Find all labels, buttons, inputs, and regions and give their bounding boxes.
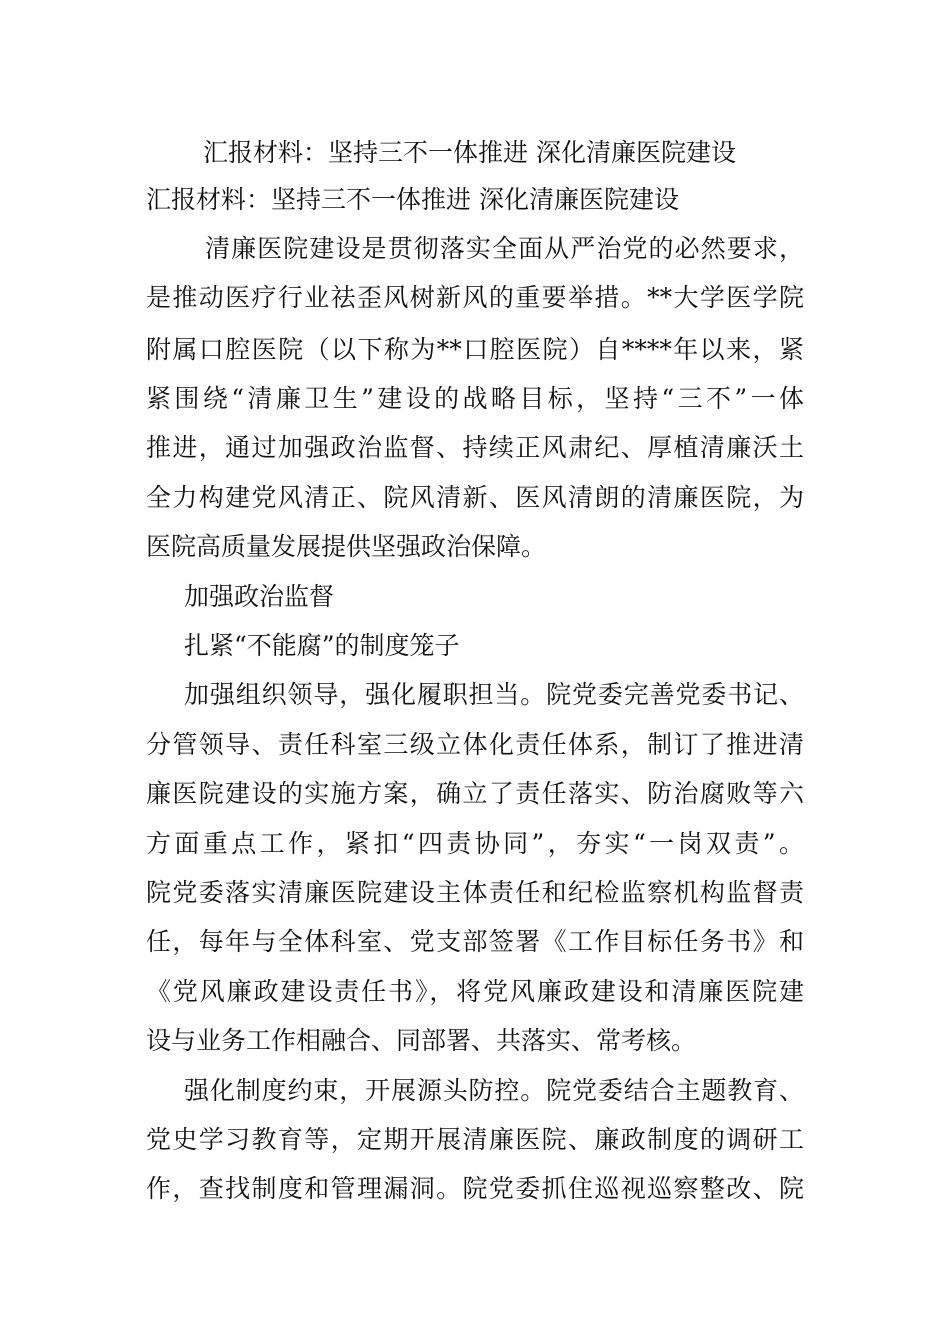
paragraph-line: 强化制度约束，开展源头防控。院党委结合主题教育、 — [184, 1076, 804, 1105]
paragraph-line: 《党风廉政建设责任书》，将党风廉政建设和清廉医院建 — [146, 977, 804, 1006]
paragraph-line: 党史学习教育等，定期开展清廉医院、廉政制度的调研工 — [146, 1125, 804, 1154]
paragraph-line: 任，每年与全体科室、党支部签署《工作目标任务书》和 — [146, 927, 804, 956]
paragraph-line: 清廉医院建设是贯彻落实全面从严治党的必然要求， — [205, 234, 804, 263]
paragraph-line: 是推动医疗行业祛歪风树新风的重要举措。**大学医学院 — [146, 283, 804, 312]
paragraph-line: 加强组织领导，强化履职担当。院党委完善党委书记、 — [184, 680, 804, 709]
section-heading: 加强政治监督 — [184, 582, 335, 611]
paragraph-line: 方面重点工作，紧扣“四责协同”，夯实“一岗双责”。 — [146, 829, 804, 858]
document-title-repeat: 汇报材料：坚持三不一体推进 深化清廉医院建设 — [146, 185, 679, 214]
paragraph-line: 设与业务工作相融合、同部署、共落实、常考核。 — [146, 1026, 697, 1055]
paragraph-line: 全力构建党风清正、院风清新、医风清朗的清廉医院，为 — [146, 483, 804, 512]
paragraph-line: 作，查找制度和管理漏洞。院党委抓住巡视巡察整改、院 — [146, 1174, 804, 1203]
paragraph-line: 医院高质量发展提供坚强政治保障。 — [146, 532, 547, 561]
document-title: 汇报材料：坚持三不一体推进 深化清廉医院建设 — [203, 138, 736, 167]
paragraph-line: 推进，通过加强政治监督、持续正风肃纪、厚植清廉沃土 — [146, 433, 804, 462]
paragraph-line: 紧围绕“清廉卫生”建设的战略目标，坚持“三不”一体 — [146, 384, 804, 413]
paragraph-line: 附属口腔医院（以下称为**口腔医院）自****年以来，紧 — [146, 335, 804, 364]
section-subheading: 扎紧“不能腐”的制度笼子 — [184, 631, 460, 660]
paragraph-line: 院党委落实清廉医院建设主体责任和纪检监察机构监督责 — [146, 878, 804, 907]
paragraph-line: 廉医院建设的实施方案，确立了责任落实、防治腐败等六 — [146, 779, 804, 808]
paragraph-line: 分管领导、责任科室三级立体化责任体系，制订了推进清 — [146, 730, 804, 759]
